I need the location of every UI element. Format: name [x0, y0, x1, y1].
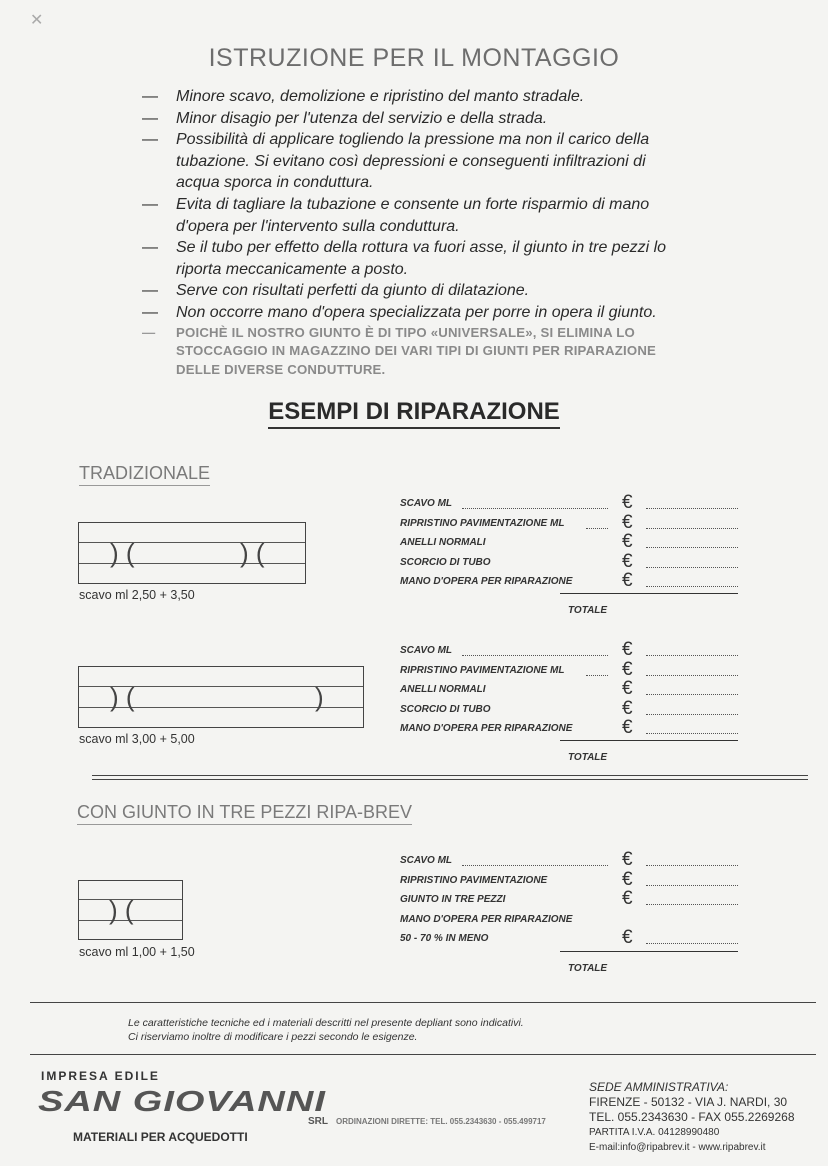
cost-label: SCAVO ML: [400, 645, 453, 656]
pipe-caption: scavo ml 2,50 + 3,50: [79, 588, 195, 602]
euro-icon: €: [622, 717, 633, 738]
price-field: [646, 733, 738, 734]
sede-label: SEDE AMMINISTRATIVA:: [589, 1080, 729, 1094]
cost-label: SCORCIO DI TUBO: [400, 556, 491, 568]
benefit-line: d'opera per l'intervento sulla conduttura.: [176, 217, 460, 235]
price-field: [646, 528, 738, 529]
dash-icon: —: [142, 195, 158, 213]
cost-row: [400, 888, 740, 911]
benefit-line: Minor disagio per l'utenza del servizio e della strada.: [176, 109, 548, 127]
joint-mark: ) (: [110, 538, 135, 568]
benefit-line: Evita di tagliare la tubazione e consente un forte risparmio di mano: [176, 195, 650, 213]
cost-label: RIPRISTINO PAVIMENTAZIONE: [400, 874, 548, 886]
price-field: [646, 586, 738, 587]
dash-icon: —: [142, 303, 158, 321]
price-field: [646, 547, 738, 548]
benefit-line: POICHÈ IL NOSTRO GIUNTO È DI TIPO «UNIVERSALE», SI ELIMINA LO: [176, 324, 635, 340]
benefit-line: acqua sporca in conduttura.: [176, 174, 374, 192]
cost-row: [400, 849, 740, 872]
benefit-line: DELLE DIVERSE CONDUTTURE.: [176, 361, 386, 377]
dash-icon: —: [142, 109, 158, 127]
benefit-line: riporta meccanicamente a posto.: [176, 260, 409, 278]
dash-icon: —: [142, 131, 158, 149]
benefit-item: [140, 324, 740, 380]
cost-label: RIPRISTINO PAVIMENTAZIONE ML: [400, 664, 565, 676]
price-field: [646, 714, 738, 715]
euro-icon: €: [622, 639, 633, 660]
benefit-line: Se il tubo per effetto della rottura va fuori asse, il giunto in tre pezzi lo: [176, 239, 667, 257]
brand-impresa: IMPRESA EDILE: [41, 1069, 160, 1083]
benefit-line: Possibilità di applicare togliendo la pressione ma non il carico della: [176, 131, 650, 149]
brand-subtitle: MATERIALI PER ACQUEDOTTI: [73, 1130, 248, 1144]
divider-bottom: [30, 1054, 816, 1055]
leader-dots: [462, 655, 608, 656]
joint-mark: ) (: [240, 538, 265, 568]
benefit-line: STOCCAGGIO IN MAGAZZINO DEI VARI TIPI DI GIUNTI PER RIPARAZIONE: [176, 343, 657, 359]
leader-dots: [462, 508, 608, 509]
joint-mark: ): [315, 682, 324, 712]
cost-row: [400, 678, 740, 701]
euro-icon: €: [622, 927, 633, 948]
euro-icon: €: [622, 570, 633, 591]
price-field: [646, 885, 738, 886]
cost-row: [400, 912, 740, 931]
euro-icon: €: [622, 868, 633, 890]
cost-row: [400, 868, 740, 892]
cost-label: ANELLI NORMALI: [400, 684, 486, 695]
benefit-item: [140, 194, 740, 237]
pipe-diagram-traditional-1: [78, 522, 306, 584]
pipe-caption: scavo ml 1,00 + 1,50: [79, 945, 195, 959]
price-field: [646, 675, 738, 676]
examples-title-wrap: [0, 398, 828, 426]
brand-srl: SRL: [308, 1116, 328, 1127]
dash-icon: —: [142, 88, 158, 105]
cost-label: MANO D'OPERA PER RIPARAZIONE: [400, 723, 573, 734]
benefit-item: [140, 108, 740, 130]
price-field: [646, 567, 738, 568]
brand-logo: SAN GIOVANNI: [38, 1086, 326, 1118]
cost-row: [400, 531, 740, 554]
euro-icon: €: [622, 888, 633, 909]
euro-icon: €: [622, 849, 633, 870]
benefit-line: Minore scavo, demolizione e ripristino del manto stradale.: [176, 88, 585, 105]
price-field: [646, 904, 738, 905]
joint-mark: ) (: [109, 895, 134, 925]
cost-row: [400, 697, 740, 721]
benefits-list: [140, 86, 740, 379]
euro-icon: €: [622, 697, 633, 719]
address-block: [589, 1080, 795, 1155]
section-title-ripabrev: CON GIUNTO IN TRE PEZZI RIPA-BREV: [77, 802, 412, 825]
page-title: ISTRUZIONE PER IL MONTAGGIO: [208, 44, 620, 72]
total-rule: [560, 951, 738, 952]
benefit-item: [140, 86, 740, 108]
phone: TEL. 055.2343630 - FAX 055.2269268: [589, 1110, 795, 1124]
disclaimer-line: Ci riserviamo inoltre di modificare i pezzi secondo le esigenze.: [128, 1031, 418, 1043]
cost-label: GIUNTO IN TRE PEZZI: [400, 894, 506, 905]
total-label: TOTALE: [568, 605, 608, 616]
total-label: TOTALE: [568, 963, 608, 974]
euro-icon: €: [622, 531, 633, 552]
examples-title: ESEMPI DI RIPARAZIONE: [268, 398, 560, 429]
cost-label: SCAVO ML: [400, 855, 453, 866]
section-title-traditional: TRADIZIONALE: [79, 463, 210, 486]
address: FIRENZE - 50132 - VIA J. NARDI, 30: [589, 1095, 788, 1109]
cost-label: 50 - 70 % IN MENO: [400, 933, 489, 944]
cost-row: [400, 658, 740, 682]
leader-dots: [586, 675, 608, 676]
price-field: [646, 865, 738, 866]
cost-label: ANELLI NORMALI: [400, 537, 486, 548]
benefit-item: [140, 302, 740, 324]
benefit-item: [140, 237, 740, 280]
benefit-line: Serve con risultati perfetti da giunto di dilatazione.: [176, 282, 530, 300]
disclaimer: [128, 1016, 524, 1044]
cost-label: SCORCIO DI TUBO: [400, 703, 491, 715]
joint-mark: ) (: [110, 682, 135, 712]
orders-phone: ORDINAZIONI DIRETTE: TEL. 055.2343630 - 055.499717: [336, 1117, 546, 1126]
benefit-item: [140, 129, 740, 194]
leader-dots: [586, 528, 608, 529]
price-field: [646, 655, 738, 656]
cost-label: SCAVO ML: [400, 498, 453, 509]
cost-row: [400, 639, 740, 662]
price-field: [646, 508, 738, 509]
pipe-diagram-ripabrev: [78, 880, 183, 940]
dash-icon: —: [142, 324, 156, 340]
disclaimer-line: Le caratteristiche tecniche ed i materiali descritti nel presente depliant sono indicativi.: [128, 1017, 524, 1029]
price-field: [646, 694, 738, 695]
euro-icon: €: [622, 678, 633, 699]
cost-row: [400, 717, 740, 740]
cost-row: [400, 927, 740, 950]
euro-icon: €: [622, 550, 633, 572]
euro-icon: €: [622, 511, 633, 533]
divider-top: [30, 1002, 816, 1003]
vat: PARTITA I.V.A. 04128990480: [589, 1127, 720, 1138]
cost-row: [400, 511, 740, 535]
euro-icon: €: [622, 658, 633, 680]
cost-row: [400, 550, 740, 574]
euro-icon: €: [622, 492, 633, 513]
benefit-item: [140, 280, 740, 302]
scan-mark-icon: ✕: [30, 12, 44, 29]
cost-label: RIPRISTINO PAVIMENTAZIONE ML: [400, 517, 565, 529]
section-divider: [92, 775, 808, 780]
benefit-line: Non occorre mano d'opera specializzata per porre in opera il giunto.: [176, 303, 657, 321]
benefit-line: tubazione. Si evitano così depressioni e conseguenti infiltrazioni di: [176, 152, 646, 170]
cost-label: MANO D'OPERA PER RIPARAZIONE: [400, 913, 573, 925]
contacts: E-mail:info@ripabrev.it - www.ripabrev.it: [589, 1142, 766, 1153]
total-label: TOTALE: [568, 752, 608, 763]
total-rule: [560, 593, 738, 594]
dash-icon: —: [142, 239, 158, 257]
total-rule: [560, 740, 738, 741]
pipe-caption: scavo ml 3,00 + 5,00: [79, 732, 195, 746]
dash-icon: —: [142, 282, 158, 300]
cost-label: MANO D'OPERA PER RIPARAZIONE: [400, 576, 573, 587]
cost-row: [400, 570, 740, 593]
price-field: [646, 943, 738, 944]
cost-row: [400, 492, 740, 515]
pipe-diagram-traditional-2: [78, 666, 364, 728]
leader-dots: [462, 865, 608, 866]
